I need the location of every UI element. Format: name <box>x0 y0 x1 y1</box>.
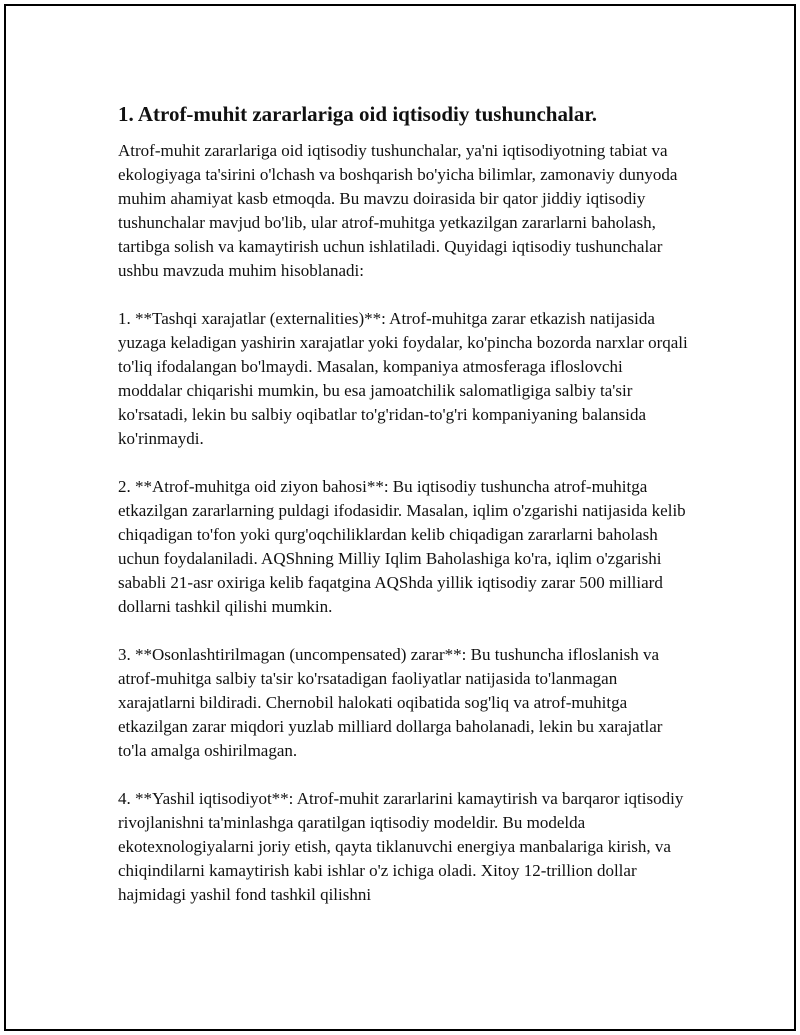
document-body <box>118 94 688 931</box>
document-title: 1. Atrof-muhit zararlariga oid iqtisodiy tushunchalar. <box>118 102 597 126</box>
paragraph-uncompensated-damage: 3. **Osonlashtirilmagan (uncompensated) zarar**: Bu tushuncha ifloslanish va atrof-muhitga salbiy ta'sir ko'rsatadigan faoliyatlar natijasida to'lanmagan xarajatlarni bildiradi. Chernobil halokati oqibatida sog'liq va atrof-muhitga etkazilgan zarar miqdori yuzlab milliard dollarga baholanadi, lekin bu xarajatlar to'la amalga oshirilmagan. <box>118 645 663 760</box>
paragraph-externalities: 1. **Tashqi xarajatlar (externalities)**: Atrof-muhitga zarar etkazish natijasida yuzaga keladigan yashirin xarajatlar yoki foydalar, ko'pincha bozorda narxlar orqali to'liq ifodalangan bo'lmaydi. Masalan, kompaniya atmosferaga ifloslovchi moddalar chiqarishi mumkin, bu esa jamoatchilik salomatligiga salbiy ta'sir ko'rsatadi, lekin bu salbiy oqibatlar to'g'ridan-to'g'ri kompaniyaning balansida ko'rinmaydi. <box>118 309 688 448</box>
paragraph-green-economy: 4. **Yashil iqtisodiyot**: Atrof-muhit zararlarini kamaytirish va barqaror iqtisodiy rivojlanishni ta'minlashga qaratilgan iqtisodiy modeldir. Bu modelda ekotexnologiyalarni joriy etish, qayta tiklanuvchi energiya manbalariga kirish, va chiqindilarni kamaytirish kabi ishlar o'z ichiga oladi. Xitoy 12-trillion dollar hajmidagi yashil fond tashkil qilishni <box>118 789 684 904</box>
paragraph-damage-cost: 2. **Atrof-muhitga oid ziyon bahosi**: Bu iqtisodiy tushuncha atrof-muhitga etkazilgan zararlarning puldagi ifodasidir. Masalan, iqlim o'zgarishi natijasida kelib chiqadigan to'fon yoki qurg'oqchiliklardan kelib chiqadigan zararlarni baholash uchun foydalaniladi. AQShning Milliy Iqlim Baholashiga ko'ra, iqlim o'zgarishi sababli 21-asr oxiriga kelib faqatgina AQShda yillik iqtisodiy zarar 500 milliard dollarni tashkil qilishi mumkin. <box>118 477 686 616</box>
intro-paragraph: Atrof-muhit zararlariga oid iqtisodiy tushunchalar, ya'ni iqtisodiyotning tabiat va ekologiyaga ta'sirini o'lchash va boshqarish bo'yicha bilimlar, zamonaviy dunyoda muhim ahamiyat kasb etmoqda. Bu mavzu doirasida bir qator jiddiy iqtisodiy tushunchalar mavjud bo'lib, ular atrof-muhitga yetkazilgan zararlarni baholash, tartibga solish va kamaytirish uchun ishlatiladi. Quyidagi iqtisodiy tushunchalar ushbu mavzuda muhim hisoblanadi: <box>118 141 678 280</box>
page-frame <box>4 4 796 1031</box>
